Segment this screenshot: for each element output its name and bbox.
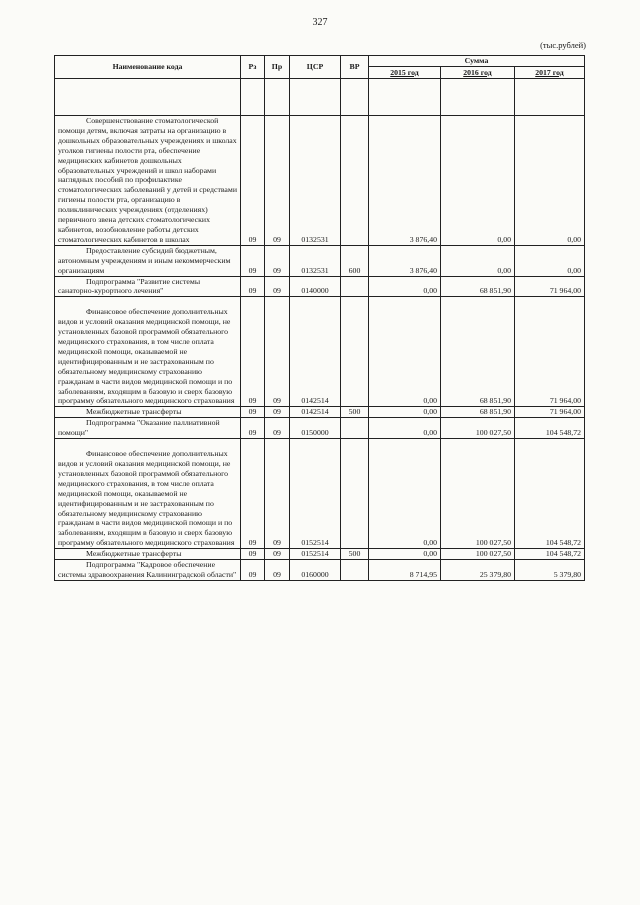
row-2016: 68 851,90 [441,297,515,407]
row-2015: 0,00 [369,549,441,560]
row-rz: 09 [241,297,265,407]
row-name: Подпрограмма "Кадровое обеспечение системы здравоохранения Калининградской области" [55,560,241,581]
table-row [55,418,585,439]
row-csr: 0150000 [290,418,341,439]
row-2017: 0,00 [515,245,585,276]
row-2016: 0,00 [441,245,515,276]
row-name: Подпрограмма "Оказание паллиативной помощи" [55,418,241,439]
table-row [55,407,585,418]
row-2015: 0,00 [369,418,441,439]
row-name: Финансовое обеспечение дополнительных видов и условий оказания медицинской помощи, не установленных базовой программой обязательного медицинского страхования, в том числе оплата медицинской помощи, оказываемой не идентифицированным и не застрахованным по обязательному медицинскому страхованию гражданам в части видов медицинской помощи и по заболеваниям, входящим в базовую и сверх базовую программу обязательного медицинского страхования [55,297,241,407]
row-rz: 09 [241,276,265,297]
row-2016: 25 379,80 [441,560,515,581]
row-name: Межбюджетные трансферты [55,549,241,560]
row-2015: 3 876,40 [369,116,441,246]
row-csr: 0152514 [290,549,341,560]
row-vr [341,116,369,246]
header-2015: 2015 год [369,67,441,79]
row-pr: 09 [265,407,290,418]
row-csr: 0142514 [290,297,341,407]
row-2015: 0,00 [369,439,441,549]
row-pr: 09 [265,116,290,246]
row-pr: 09 [265,276,290,297]
row-2017: 71 964,00 [515,297,585,407]
row-pr: 09 [265,297,290,407]
row-rz: 09 [241,560,265,581]
row-vr: 500 [341,549,369,560]
row-rz: 09 [241,116,265,246]
row-rz: 09 [241,407,265,418]
header-2016: 2016 год [441,67,515,79]
header-vr: ВР [341,56,369,79]
row-vr [341,560,369,581]
row-vr [341,297,369,407]
row-pr: 09 [265,549,290,560]
units-label: (тыс.рублей) [540,40,586,50]
header-csr: ЦСР [290,56,341,79]
row-rz: 09 [241,549,265,560]
row-2017: 5 379,80 [515,560,585,581]
row-rz: 09 [241,439,265,549]
table-row [55,276,585,297]
row-2015: 0,00 [369,297,441,407]
row-2016: 0,00 [441,116,515,246]
row-rz: 09 [241,245,265,276]
row-vr: 600 [341,245,369,276]
header-pr: Пр [265,56,290,79]
header-rz: Рз [241,56,265,79]
row-name: Предоставление субсидий бюджетным, автономным учреждениям и иным некоммерческим организациям [55,245,241,276]
table-row [55,439,585,549]
row-vr [341,276,369,297]
row-2015: 3 876,40 [369,245,441,276]
table-row [55,560,585,581]
row-vr: 500 [341,407,369,418]
table-row [55,297,585,407]
table-row [55,116,585,246]
row-rz: 09 [241,418,265,439]
row-pr: 09 [265,439,290,549]
row-2017: 104 548,72 [515,418,585,439]
row-2017: 0,00 [515,116,585,246]
row-name: Совершенствование стоматологической помощи детям, включая затраты на организацию в дошкольных образовательных учреждениях и школах уголков гигиены полости рта, обеспечение медицинских кабинетов дошкольных образовательных учреждений и школ наборами наглядных пособий по профилактике стоматологических заболеваний у детей и средствами гигиены полости рта, организацию в поликлинических учреждениях (отделениях) первичного звена детских стоматологических кабинетов, возобновление работы детских стоматологических кабинетов в школах [55,116,241,246]
row-name: Межбюджетные трансферты [55,407,241,418]
row-2015: 8 714,95 [369,560,441,581]
table-row [55,245,585,276]
row-pr: 09 [265,245,290,276]
row-2016: 68 851,90 [441,276,515,297]
row-2016: 68 851,90 [441,407,515,418]
header-name: Наименование кода [55,56,241,79]
row-2017: 104 548,72 [515,549,585,560]
row-pr: 09 [265,560,290,581]
row-2016: 100 027,50 [441,439,515,549]
row-2017: 71 964,00 [515,407,585,418]
row-vr [341,439,369,549]
header-2017: 2017 год [515,67,585,79]
row-csr: 0152514 [290,439,341,549]
budget-table [54,55,585,581]
row-2016: 100 027,50 [441,549,515,560]
row-csr: 0132531 [290,245,341,276]
row-name: Подпрограмма "Развитие системы санаторно-курортного лечения" [55,276,241,297]
row-vr [341,418,369,439]
row-name: Финансовое обеспечение дополнительных видов и условий оказания медицинской помощи, не установленных базовой программой обязательного медицинского страхования, в том числе оплата медицинской помощи, оказываемой не идентифицированным и не застрахованным по обязательному медицинскому страхованию гражданам в части видов медицинской помощи и по заболеваниям, входящим в базовую и сверх базовую программу обязательного медицинского страхования [55,439,241,549]
row-csr: 0140000 [290,276,341,297]
header-sum: Сумма [369,56,585,67]
row-2017: 71 964,00 [515,276,585,297]
row-2015: 0,00 [369,276,441,297]
spacer-row [55,79,585,116]
page-number: 327 [312,17,328,28]
row-csr: 0160000 [290,560,341,581]
table-row [55,549,585,560]
row-pr: 09 [265,418,290,439]
row-2015: 0,00 [369,407,441,418]
row-2016: 100 027,50 [441,418,515,439]
row-2017: 104 548,72 [515,439,585,549]
row-csr: 0142514 [290,407,341,418]
row-csr: 0132531 [290,116,341,246]
